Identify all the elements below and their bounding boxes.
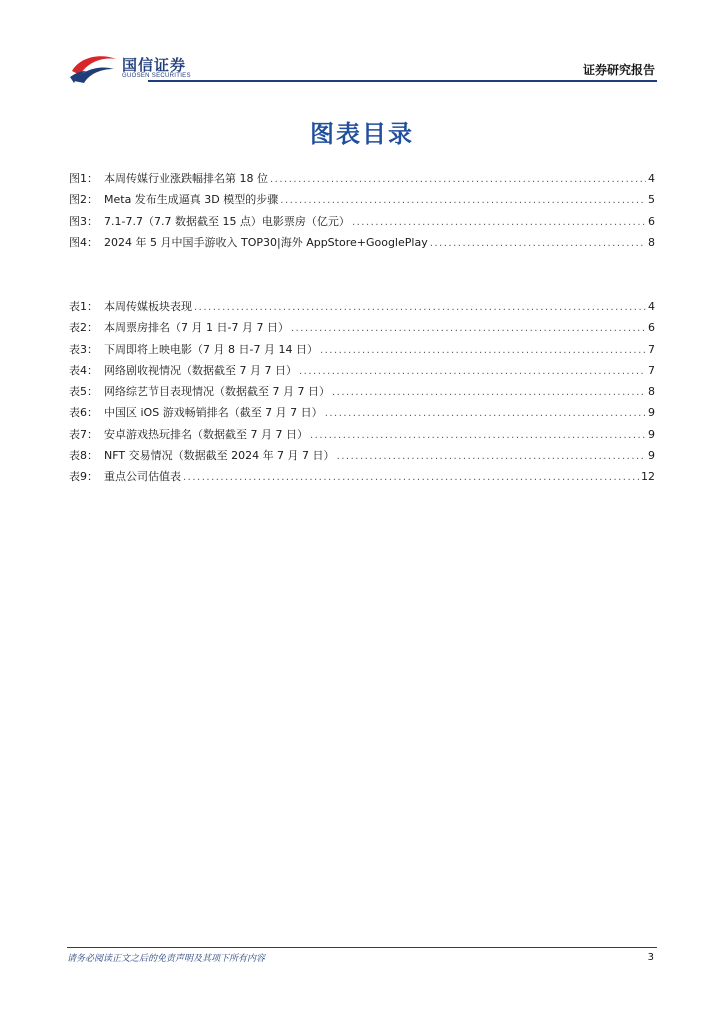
toc-title: 图表目录 xyxy=(310,120,414,148)
entry-label: 表8： xyxy=(69,449,98,463)
dot-leader xyxy=(299,366,646,377)
footer-disclaimer: 请务必阅读正文之后的免责声明及其项下所有内容 xyxy=(67,954,266,964)
entry-title: 2024 年 5 月中国手游收入 TOP30|海外 AppStore+GooglePlay xyxy=(104,235,428,249)
toc-entry-table-3[interactable] xyxy=(69,341,655,362)
page-header xyxy=(0,0,724,90)
toc-entry-figure-3[interactable] xyxy=(69,213,655,234)
entry-page: 9 xyxy=(648,406,655,420)
toc-entry-table-5[interactable] xyxy=(69,383,655,404)
entry-label: 图4： xyxy=(69,235,98,249)
entry-title: 本周传媒板块表现 xyxy=(104,300,192,313)
table-list xyxy=(69,298,655,490)
entry-page: 7 xyxy=(648,363,655,377)
entry-page: 12 xyxy=(641,470,655,484)
dot-leader xyxy=(310,430,646,441)
toc-entry-table-2[interactable] xyxy=(69,319,655,340)
entry-title: 7.1-7.7（7.7 数据截至 15 点）电影票房（亿元） xyxy=(104,214,350,228)
report-type-label: 证券研究报告 xyxy=(582,63,655,77)
guosen-logo-icon xyxy=(70,51,118,85)
entry-title: 下周即将上映电影（7 月 8 日-7 月 14 日） xyxy=(104,342,318,356)
entry-page: 4 xyxy=(648,172,655,185)
entry-label: 图3： xyxy=(69,214,98,228)
entry-title: 重点公司估值表 xyxy=(104,470,181,484)
entry-page: 7 xyxy=(648,342,655,356)
toc-entry-table-7[interactable] xyxy=(69,426,655,447)
entry-page: 5 xyxy=(648,193,655,207)
dot-leader xyxy=(332,387,646,398)
toc-entry-table-4[interactable] xyxy=(69,362,655,383)
entry-label: 表9： xyxy=(69,470,98,484)
entry-title: 中国区 iOS 游戏畅销排名（截至 7 月 7 日） xyxy=(104,406,323,420)
entry-title: 本周票房排名（7 月 1 日-7 月 7 日） xyxy=(104,321,289,335)
entry-title: 安卓游戏热玩排名（数据截至 7 月 7 日） xyxy=(104,427,308,441)
toc-entry-figure-1[interactable] xyxy=(69,170,655,191)
entry-title: 本周传媒行业涨跌幅排名第 18 位 xyxy=(104,172,268,185)
dot-leader xyxy=(194,302,646,313)
footer-divider xyxy=(67,947,657,948)
dot-leader xyxy=(325,408,646,419)
toc-entry-table-8[interactable] xyxy=(69,447,655,468)
entry-label: 图2： xyxy=(69,193,98,207)
dot-leader xyxy=(280,195,646,206)
entry-page: 9 xyxy=(648,427,655,441)
entry-page: 4 xyxy=(648,300,655,313)
toc-entry-table-1[interactable] xyxy=(69,298,655,319)
dot-leader xyxy=(352,217,646,228)
entry-title: 网络综艺节目表现情况（数据截至 7 月 7 日） xyxy=(104,385,330,399)
entry-page: 6 xyxy=(648,214,655,228)
entry-page: 6 xyxy=(648,321,655,335)
entry-title: NFT 交易情况（数据截至 2024 年 7 月 7 日） xyxy=(104,449,335,463)
logo-chinese-text: 国信证券 xyxy=(122,56,187,74)
entry-title: 网络剧收视情况（数据截至 7 月 7 日） xyxy=(104,363,297,377)
dot-leader xyxy=(430,238,646,249)
dot-leader xyxy=(270,174,646,185)
figure-list xyxy=(69,170,655,255)
entry-label: 图1： xyxy=(69,172,98,185)
entry-label: 表4： xyxy=(69,363,98,377)
header-divider xyxy=(148,80,657,82)
entry-label: 表5： xyxy=(69,385,98,399)
dot-leader xyxy=(291,323,646,334)
toc-entry-figure-2[interactable] xyxy=(69,191,655,212)
logo-english-text: GUOSEN SECURITIES xyxy=(122,73,191,79)
entry-label: 表1： xyxy=(69,300,98,313)
entry-label: 表3： xyxy=(69,342,98,356)
entry-title: Meta 发布生成逼真 3D 模型的步骤 xyxy=(104,193,279,207)
toc-entry-table-6[interactable] xyxy=(69,404,655,425)
dot-leader xyxy=(183,472,639,483)
entry-label: 表2： xyxy=(69,321,98,335)
entry-page: 8 xyxy=(648,235,655,249)
entry-label: 表6： xyxy=(69,406,98,420)
entry-page: 8 xyxy=(648,385,655,399)
toc-entry-table-9[interactable] xyxy=(69,468,655,489)
entry-page: 9 xyxy=(648,449,655,463)
page-number: 3 xyxy=(647,952,654,963)
toc-entry-figure-4[interactable] xyxy=(69,234,655,255)
dot-leader xyxy=(320,345,646,356)
entry-label: 表7： xyxy=(69,427,98,441)
dot-leader xyxy=(337,451,646,462)
